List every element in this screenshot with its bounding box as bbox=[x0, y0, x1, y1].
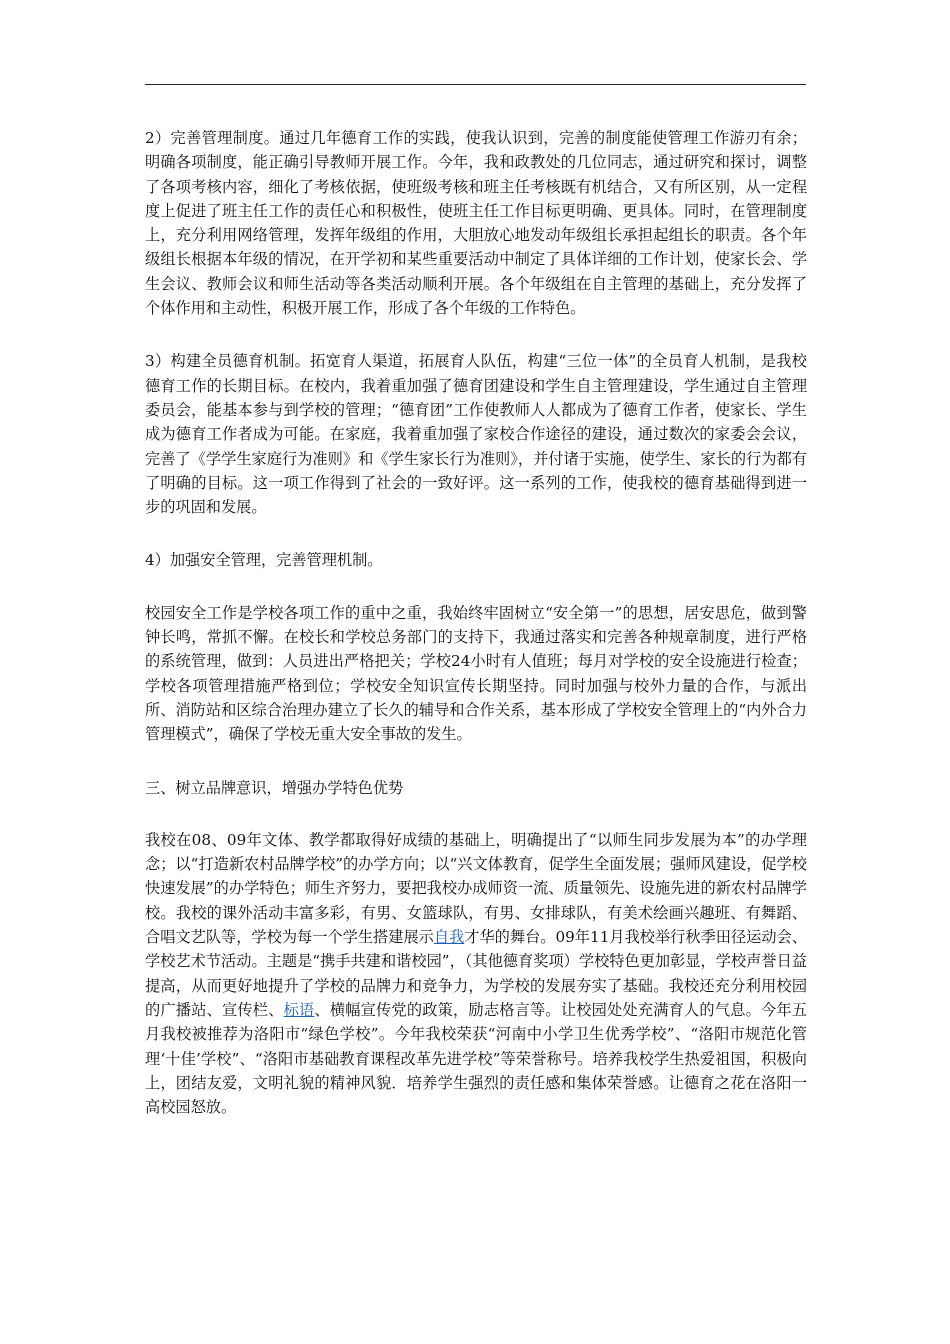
section-heading-brand: 三、树立品牌意识，增强办学特色优势 bbox=[145, 778, 404, 797]
brand-text-part-3: 、横幅宣传党的政策，励志格言等。让校园处处充满育人的气息。今年五月我校被推荐为洛阳市“绿色学校”。今年我校荣获“河南中小学卫生优秀学校”、“洛阳市规范化管理‘十佳’学校”、“洛阳市基础教育课程改革先进学校”等荣誉称号。培养我校学生热爱祖国，积极向上，团结友爱，文明礼貌的精神风貌．培养学生强烈的责任感和集体荣誉感。让德育之花在洛阳一高校园怒放。 bbox=[145, 1000, 808, 1117]
link-biaoyu[interactable]: 标语 bbox=[283, 1000, 315, 1019]
paragraph-campus-safety: 校园安全工作是学校各项工作的重中之重，我始终牢固树立“安全第一”的思想，居安思危，做到警钟长鸣，常抓不懈。在校长和学校总务部门的支持下，我通过落实和完善各种规章制度，进行严格的系统管理，做到：人员进出严格把关；学校24小时有人值班；每月对学校的安全设施进行检查；学校各项管理措施严格到位；学校安全知识宣传长期坚持。同时加强与校外力量的合作，与派出所、消防站和区综合治理办建立了长久的辅导和合作关系，基本形成了学校安全管理上的“内外合力管理模式”，确保了学校无重大安全事故的发生。 bbox=[145, 603, 807, 744]
paragraph-brand-building bbox=[145, 828, 807, 1120]
link-ziwo[interactable]: 自我 bbox=[433, 928, 465, 947]
paragraph-management-system: 2）完善管理制度。通过几年德育工作的实践，使我认识到，完善的制度能使管理工作游刃有余；明确各项制度，能正确引导教师开展工作。今年，我和政教处的几位同志，通过研究和探讨，调整了各项考核内容，细化了考核依据，使班级考核和班主任考核既有机结合，又有所区别，从一定程度上促进了班主任工作的责任心和积极性，使班主任工作目标更明确、更具体。同时，在管理制度上，充分利用网络管理，发挥年级组的作用，大胆放心地发动年级组长承担起组长的职责。各个年级组长根据本年级的情况，在开学初和某些重要活动中制定了具体详细的工作计划，使家长会、学生会议、教师会议和师生活动等各类活动顺利开展。各个年级组在自主管理的基础上，充分发挥了个体作用和主动性，积极开展工作，形成了各个年级的工作特色。 bbox=[145, 129, 807, 318]
brand-text-part-1: 我校在08、09年文体、教学都取得好成绩的基础上，明确提出了“以师生同步发展为本”的办学理念；以“打造新农村品牌学校”的办学方向；以“兴文体教育，促学生全面发展；强师风建设，促学校快速发展”的办学特色；师生齐努力，要把我校办成师资一流、质量领先、设施先进的新农村品牌学校。我校的课外活动丰富多彩，有男、女篮球队，有男、女排球队，有美术绘画兴趣班、有舞蹈、合唱文艺队等，学校为每一个学生搭建展示 bbox=[145, 830, 807, 947]
document-body bbox=[145, 126, 807, 1148]
header-rule bbox=[145, 84, 806, 85]
paragraph-moral-education-mechanism: 3）构建全员德育机制。拓宽育人渠道，拓展育人队伍，构建“三位一体”的全员育人机制，是我校德育工作的长期目标。在校内，我着重加强了德育团建设和学生自主管理建设，学生通过自主管理委员会，能基本参与到学校的管理；“德育团”工作使教师人人都成为了德育工作者，使家长、学生成为德育工作者成为可能。在家庭，我着重加强了家校合作途径的建设，通过数次的家委会会议，完善了《学学生家庭行为准则》和《学生家长行为准则》，并付诸于实施，使学生、家长的行为都有了明确的目标。这一项工作得到了社会的一致好评。这一系列的工作，使我校的德育基础得到进一步的巩固和发展。 bbox=[145, 352, 807, 517]
brand-text-part-2: 才华的舞台。09年11月我校举行秋季田径运动会、学校艺术节活动。主题是“携手共建和谐校园”，（其他德育奖项）学校特色更加彰显，学校声誉日益提高，从而更好地提升了学校的品牌力和竞争力，为学校的发展夯实了基础。我校还充分利用校园的广播站、宣传栏、 bbox=[145, 928, 807, 1019]
subheading-safety-management: 4）加强安全管理，完善管理机制。 bbox=[145, 551, 383, 570]
